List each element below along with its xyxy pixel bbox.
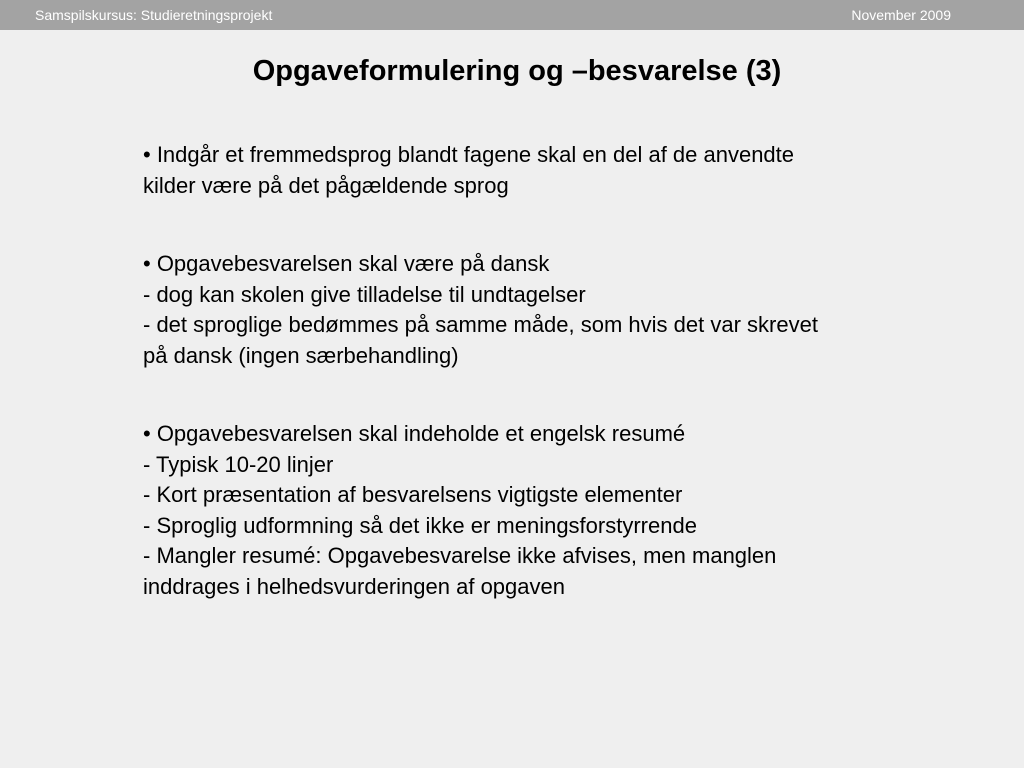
bullet-block-danish: [143, 249, 963, 371]
text-line: - Typisk 10-20 linjer: [143, 451, 334, 477]
bullet-block-foreign-language: [143, 140, 963, 201]
header-date: November 2009: [851, 7, 951, 23]
text-line: kilder være på det pågældende sprog: [143, 172, 509, 198]
slide-body: [143, 140, 963, 650]
text-line: - Mangler resumé: Opgavebesvarelse ikke afvises, men manglen: [143, 543, 777, 568]
text-line: • Indgår et fremmedsprog blandt fagene skal en del af de anvendte: [143, 142, 795, 167]
header-bar: [0, 0, 1024, 30]
text-line: • Opgavebesvarelsen skal være på dansk: [143, 251, 550, 276]
text-line: - Kort præsentation af besvarelsens vigtigste elementer: [143, 482, 683, 507]
text-line: • Opgavebesvarelsen skal indeholde et engelsk resumé: [143, 421, 686, 446]
header-course-name: Samspilskursus: Studieretningsprojekt: [35, 7, 273, 23]
text-line: - dog kan skolen give tilladelse til undtagelser: [143, 281, 586, 307]
text-line: inddrages i helhedsvurderingen af opgaven: [143, 573, 565, 599]
slide-title: Opgaveformulering og –besvarelse (3): [252, 55, 782, 87]
text-line: - Sproglig udformning så det ikke er meningsforstyrrende: [143, 512, 697, 538]
text-line: - det sproglige bedømmes på samme måde, som hvis det var skrevet: [143, 312, 818, 337]
bullet-block-english-summary: [143, 419, 963, 602]
text-line: på dansk (ingen særbehandling): [143, 342, 459, 368]
